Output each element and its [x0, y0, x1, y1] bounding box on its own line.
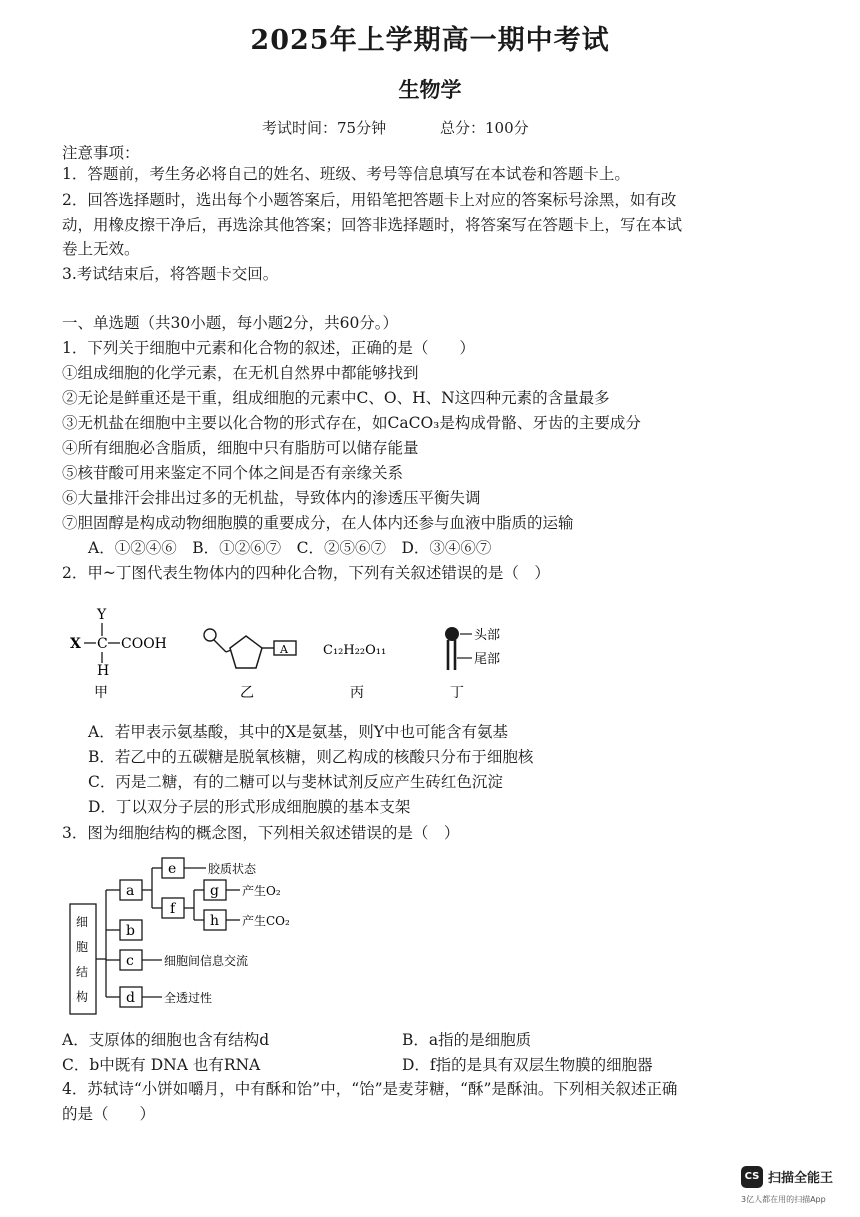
- q2-option: B．若乙中的五碳糖是脱氧核糖，则乙构成的核酸只分布于细胞核: [88, 748, 534, 766]
- q2-tail-label: 尾部: [474, 652, 501, 667]
- q2-option: A．若甲表示氨基酸，其中的X是氨基，则Y中也可能含有氨基: [88, 723, 508, 741]
- phosphate-circle: [204, 629, 216, 641]
- letter-g: g: [210, 883, 219, 899]
- q2-option: C．丙是二糖，有的二糖可以与斐林试剂反应产生砖红色沉淀: [88, 773, 503, 791]
- q2-y-label: Y: [97, 607, 107, 623]
- q3-concept-map: [60, 852, 360, 1022]
- notes-heading: 注意事项：: [62, 144, 140, 162]
- q2-figure: [60, 600, 530, 705]
- exam-title: 2025年上学期高一期中考试: [250, 25, 610, 56]
- scanner-name: 扫描全能王: [768, 1171, 834, 1186]
- h-label: 产生CO₂: [242, 914, 290, 928]
- note-line: 2．回答选择题时，选出每个小题答案后，用铅笔把答题卡上对应的答案标号涂黑，如有改: [62, 191, 677, 209]
- q4-stem-line1: 4．苏轼诗“小饼如嚼月，中有酥和饴”中，“饴”是麦芽糖，“酥”是酥油。下列相关叙述正确: [62, 1080, 678, 1098]
- letter-b: b: [126, 923, 135, 939]
- q1-statement: ②无论是鲜重还是干重，组成细胞的元素中C、O、H、N这四种元素的含量最多: [62, 389, 610, 407]
- subject-title: 生物学: [398, 77, 462, 102]
- q2-c-label: C: [97, 636, 108, 652]
- q2-x-label: X: [70, 636, 81, 652]
- q2-label-ding: 丁: [450, 685, 464, 701]
- d-label: 全透过性: [164, 991, 213, 1005]
- q1-options: A．①②④⑥ B．①②⑥⑦ C．②⑤⑥⑦ D．③④⑥⑦: [88, 539, 492, 557]
- q1-statement: ④所有细胞必含脂质，细胞中只有脂肪可以储存能量: [62, 439, 419, 457]
- q3-option: A．支原体的细胞也含有结构d: [62, 1031, 270, 1049]
- total-score: 总分：100分: [440, 119, 529, 137]
- q1-statement: ⑤核苷酸可用来鉴定不同个体之间是否有亲缘关系: [62, 464, 404, 482]
- scanner-tagline: 3亿人都在用的扫描App: [741, 1195, 826, 1204]
- note-line: 卷上无效。: [62, 240, 140, 258]
- section-heading: 一、单选题（共30小题，每小题2分，共60分。）: [62, 314, 399, 332]
- q2-label-yi: 乙: [240, 685, 254, 701]
- letter-a: a: [126, 883, 135, 899]
- root-char: 胞: [76, 940, 89, 954]
- g-label: 产生O₂: [242, 884, 281, 898]
- exam-time: 考试时间：75分钟: [262, 119, 387, 137]
- scanner-logo: CS: [741, 1166, 763, 1188]
- q2-label-jia: 甲: [94, 685, 108, 701]
- pentose-ring: [230, 636, 262, 668]
- q3-option: C．b中既有 DNA 也有RNA: [62, 1056, 261, 1074]
- e-label: 胶质状态: [208, 862, 257, 876]
- q2-h-label: H: [97, 663, 110, 679]
- letter-e: e: [168, 861, 177, 877]
- q4-stem-line2: 的是（ ）: [62, 1105, 156, 1123]
- q2-cooh-label: COOH: [121, 636, 167, 652]
- q2-stem: 2．甲~丁图代表生物体内的四种化合物，下列有关叙述错误的是（ ）: [62, 564, 550, 582]
- q2-label-bing: 丙: [350, 685, 364, 701]
- letter-d: d: [126, 990, 135, 1006]
- letter-h: h: [210, 913, 220, 929]
- note-line: 动，用橡皮擦干净后，再选涂其他答案；回答非选择题时，将答案写在答题卡上，写在本试: [62, 216, 683, 234]
- root-char: 细: [76, 915, 89, 929]
- root-char: 构: [76, 990, 89, 1004]
- q2-head-label: 头部: [474, 628, 501, 643]
- c-label: 细胞间信息交流: [164, 954, 249, 968]
- letter-c: c: [126, 953, 134, 969]
- q1-statement: ⑥大量排汗会排出过多的无机盐，导致体内的渗透压平衡失调: [62, 489, 481, 507]
- q1-statement: ③无机盐在细胞中主要以化合物的形式存在，如CaCO₃是构成骨骼、牙齿的主要成分: [62, 414, 641, 432]
- q2-formula: C₁₂H₂₂O₁₁: [323, 643, 387, 658]
- note-line: 3.考试结束后，将答题卡交回。: [62, 265, 279, 283]
- q1-statement: ①组成细胞的化学元素，在无机自然界中都能够找到: [62, 364, 419, 382]
- q2-option: D．丁以双分子层的形式形成细胞膜的基本支架: [88, 798, 411, 816]
- q1-statement: ⑦胆固醇是构成动物细胞膜的重要成分，在人体内还参与血液中脂质的运输: [62, 514, 574, 532]
- q2-a-label: A: [280, 643, 288, 656]
- q1-stem: 1．下列关于细胞中元素和化合物的叙述，正确的是（ ）: [62, 339, 475, 357]
- root-char: 结: [76, 965, 89, 979]
- q3-option: B．a指的是细胞质: [402, 1031, 532, 1049]
- note-line: 1．答题前，考生务必将自己的姓名、班级、考号等信息填写在本试卷和答题卡上。: [62, 165, 630, 183]
- letter-f: f: [170, 901, 176, 917]
- phospholipid-head: [445, 627, 459, 641]
- q3-option: D．f指的是具有双层生物膜的细胞器: [402, 1056, 653, 1074]
- q3-stem: 3．图为细胞结构的概念图，下列相关叙述错误的是（ ）: [62, 824, 460, 842]
